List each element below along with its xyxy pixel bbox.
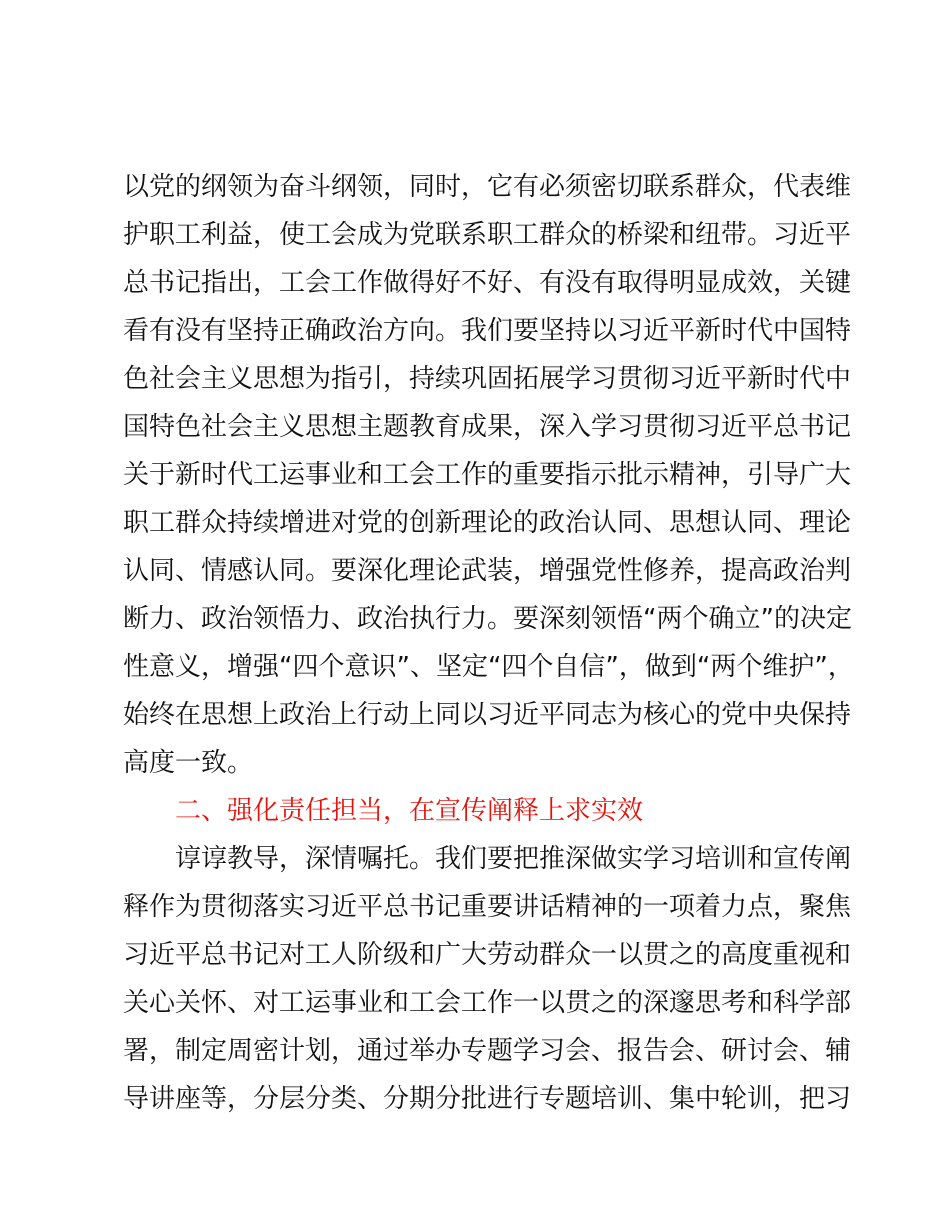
paragraph-line: 职工群众持续增进对党的创新理论的政治认同、思想认同、理论 — [123, 508, 852, 538]
paragraph-line: 总书记指出，工会工作做得好不好、有没有取得明显成效，关键 — [123, 268, 852, 298]
paragraph-line: 认同、情感认同。要深化理论武装，增强党性修养，提高政治判 — [123, 556, 852, 586]
paragraph-line: 断力、政治领悟力、政治执行力。要深刻领悟“两个确立”的决定 — [123, 604, 852, 634]
paragraph-line: 关心关怀、对工运事业和工会工作一以贯之的深邃思考和科学部 — [123, 988, 852, 1018]
paragraph-line: 释作为贯彻落实习近平总书记重要讲话精神的一项着力点，聚焦 — [123, 892, 852, 922]
paragraph-line: 习近平总书记对工人阶级和广大劳动群众一以贯之的高度重视和 — [123, 940, 852, 970]
paragraph-line: 谆谆教导，深情嘱托。我们要把推深做实学习培训和宣传阐 — [175, 844, 852, 874]
paragraph-line: 署，制定周密计划，通过举办专题学习会、报告会、研讨会、辅 — [123, 1036, 852, 1066]
paragraph-line: 性意义，增强“四个意识”、坚定“四个自信”，做到“两个维护”， — [123, 652, 854, 682]
paragraph-line: 国特色社会主义思想主题教育成果，深入学习贯彻习近平总书记 — [123, 412, 852, 442]
paragraph-line: 导讲座等，分层分类、分期分批进行专题培训、集中轮训，把习 — [123, 1084, 852, 1114]
paragraph-line: 始终在思想上政治上行动上同以习近平同志为核心的党中央保持 — [123, 700, 852, 730]
paragraph-line: 色社会主义思想为指引，持续巩固拓展学习贯彻习近平新时代中 — [123, 364, 852, 394]
paragraph-line: 高度一致。 — [123, 748, 254, 778]
paragraph-line: 看有没有坚持正确政治方向。我们要坚持以习近平新时代中国特 — [123, 316, 852, 346]
paragraph-line: 护职工利益，使工会成为党联系职工群众的桥梁和纽带。习近平 — [123, 220, 852, 250]
section-heading: 二、强化责任担当，在宣传阐释上求实效 — [175, 796, 644, 826]
paragraph-line: 关于新时代工运事业和工会工作的重要指示批示精神，引导广大 — [123, 460, 852, 490]
paragraph-line: 以党的纲领为奋斗纲领，同时，它有必须密切联系群众，代表维 — [123, 172, 852, 202]
